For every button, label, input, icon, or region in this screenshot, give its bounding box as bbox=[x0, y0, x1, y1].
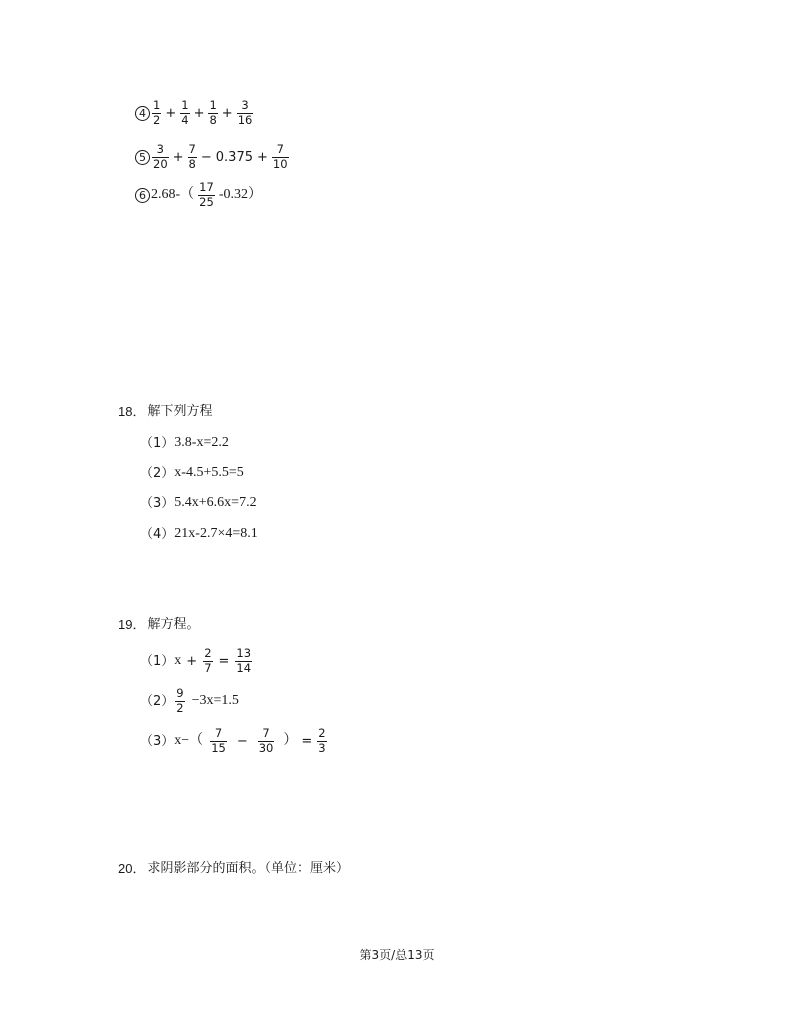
q18-item-2 bbox=[140, 466, 244, 480]
expression-text: 2.68-（ bbox=[151, 187, 195, 202]
equation: x-4.5+5.5=5 bbox=[174, 465, 244, 480]
fraction: $\frac{1}{8}$ bbox=[209, 98, 217, 127]
equation-text: −3x=1.5 bbox=[191, 693, 239, 708]
question-number: 20． bbox=[118, 861, 146, 876]
plus-sign: + bbox=[172, 149, 184, 165]
item-label: （3） bbox=[140, 495, 175, 511]
decimal-term: 0.375 bbox=[215, 149, 253, 165]
circled-number-4: 4 bbox=[135, 106, 150, 121]
variable-x: x bbox=[174, 653, 182, 668]
fraction: $\frac{17}{25}$ bbox=[199, 180, 214, 209]
q19-item-2 bbox=[140, 688, 239, 714]
fraction: $\frac{3}{20}$ bbox=[153, 142, 168, 171]
question-title: 求阴影部分的面积。（单位：厘米） bbox=[147, 861, 349, 876]
question-title: 解下列方程 bbox=[147, 404, 213, 419]
question-title: 解方程。 bbox=[147, 617, 200, 632]
item-label: （2） bbox=[140, 693, 175, 709]
circled-number-5: 5 bbox=[135, 150, 150, 165]
fraction: $\frac{1}{2}$ bbox=[153, 98, 161, 127]
equals-sign: = bbox=[301, 733, 313, 749]
expression-text: -0.32） bbox=[218, 187, 262, 202]
equation: 5.4x+6.6x=7.2 bbox=[174, 495, 257, 510]
plus-sign: + bbox=[165, 105, 177, 121]
equation: 21x-2.7×4=8.1 bbox=[174, 526, 258, 541]
expression-text: ） bbox=[283, 733, 298, 748]
q18-item-1 bbox=[140, 436, 229, 450]
plus-sign: + bbox=[257, 149, 268, 165]
fraction: $\frac{1}{4}$ bbox=[181, 98, 189, 127]
item-label: （1） bbox=[140, 435, 175, 451]
question-number: 18． bbox=[118, 404, 146, 419]
q17-item-4 bbox=[135, 100, 254, 126]
q19-item-1 bbox=[140, 648, 253, 674]
q20-heading bbox=[118, 862, 349, 875]
item-label: （3） bbox=[140, 733, 175, 749]
plus-sign: + bbox=[221, 105, 233, 121]
q19-heading bbox=[118, 618, 199, 631]
equation: 3.8-x=2.2 bbox=[174, 435, 229, 450]
q17-item-5 bbox=[135, 144, 290, 170]
equals-sign: = bbox=[218, 653, 230, 669]
fraction: $\frac{7}{8}$ bbox=[188, 142, 196, 171]
circled-number-6: 6 bbox=[135, 188, 150, 203]
fraction: $\frac{13}{14}$ bbox=[236, 646, 252, 675]
fraction: $\frac{7}{10}$ bbox=[272, 142, 288, 171]
item-label: （4） bbox=[140, 526, 175, 542]
fraction: $\frac{2}{3}$ bbox=[318, 726, 326, 755]
plus-sign: + bbox=[186, 653, 198, 669]
minus-sign: − bbox=[236, 733, 248, 749]
fraction: $\frac{7}{30}$ bbox=[258, 726, 274, 755]
q18-item-3 bbox=[140, 496, 257, 510]
plus-sign: + bbox=[193, 105, 205, 121]
q18-heading bbox=[118, 405, 212, 418]
q19-item-3 bbox=[140, 728, 328, 754]
q17-item-6 bbox=[135, 182, 262, 208]
fraction: $\frac{9}{2}$ bbox=[176, 686, 184, 715]
fraction: $\frac{2}{7}$ bbox=[204, 646, 212, 675]
page-footer: 第3页/总13页 bbox=[359, 948, 435, 962]
fraction: $\frac{3}{16}$ bbox=[237, 98, 253, 127]
expression-text: x−（ bbox=[174, 733, 204, 748]
q18-item-4 bbox=[140, 527, 258, 541]
fraction: $\frac{7}{15}$ bbox=[211, 726, 226, 755]
item-label: （2） bbox=[140, 465, 175, 481]
item-label: （1） bbox=[140, 653, 175, 669]
question-number: 19． bbox=[118, 617, 146, 632]
minus-sign: − bbox=[200, 149, 212, 165]
